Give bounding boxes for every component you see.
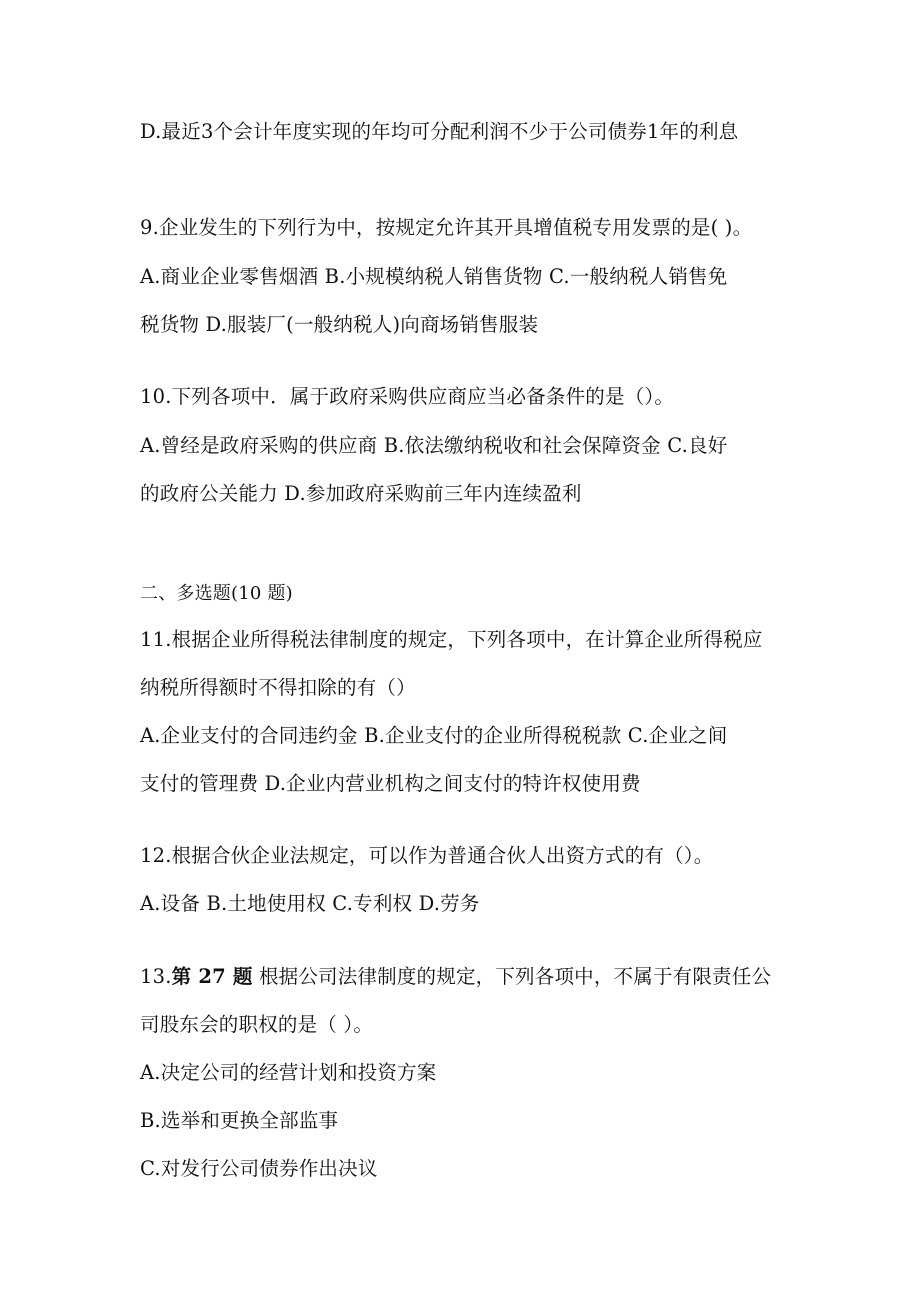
q9-options-line1: A.商业企业零售烟酒 B.小规模纳税人销售货物 C.一般纳税人销售免 bbox=[140, 265, 728, 288]
section-heading: 二、多选题(10 题) bbox=[140, 583, 293, 604]
q12-options: A.设备 B.土地使用权 C.专利权 D.劳务 bbox=[140, 892, 480, 915]
q11-options-line1: A.企业支付的合同违约金 B.企业支付的企业所得税税款 C.企业之间 bbox=[140, 724, 728, 747]
q13-number: 13. bbox=[140, 965, 172, 988]
q13-stem-line2: 司股东会的职权的是（ ）。 bbox=[140, 1013, 374, 1036]
q13-stem-line1 bbox=[140, 963, 771, 991]
q10-options-line1: A.曾经是政府采购的供应商 B.依法缴纳税收和社会保障资金 C.良好 bbox=[140, 434, 728, 457]
q9-stem: 9.企业发生的下列行为中，按规定允许其开具增值税专用发票的是( )。 bbox=[140, 216, 753, 239]
q9-options-line2: 税货物 D.服装厂(一般纳税人)向商场销售服装 bbox=[140, 313, 539, 336]
q11-stem-line2: 纳税所得额时不得扣除的有（） bbox=[140, 676, 416, 699]
q8-option-d: D.最近3个会计年度实现的年均可分配利润不少于公司债券1年的利息 bbox=[140, 120, 739, 143]
q10-options-line2: 的政府公关能力 D.参加政府采购前三年内连续盈利 bbox=[140, 482, 582, 505]
q11-stem-line1: 11.根据企业所得税法律制度的规定，下列各项中，在计算企业所得税应 bbox=[140, 628, 763, 651]
q11-options-line2: 支付的管理费 D.企业内营业机构之间支付的特许权使用费 bbox=[140, 772, 641, 795]
q12-stem: 12.根据合伙企业法规定，可以作为普通合伙人出资方式的有（）。 bbox=[140, 844, 714, 867]
q13-tag: 第 27 题 bbox=[171, 965, 253, 988]
q13-option-c: C.对发行公司债券作出决议 bbox=[140, 1157, 378, 1180]
q10-stem: 10.下列各项中．属于政府采购供应商应当必备条件的是（）。 bbox=[140, 385, 675, 408]
q13-option-b: B.选举和更换全部监事 bbox=[140, 1109, 339, 1132]
q13-stem-rest: 根据公司法律制度的规定，下列各项中，不属于有限责任公 bbox=[252, 965, 772, 988]
q13-option-a: A.决定公司的经营计划和投资方案 bbox=[140, 1061, 437, 1084]
